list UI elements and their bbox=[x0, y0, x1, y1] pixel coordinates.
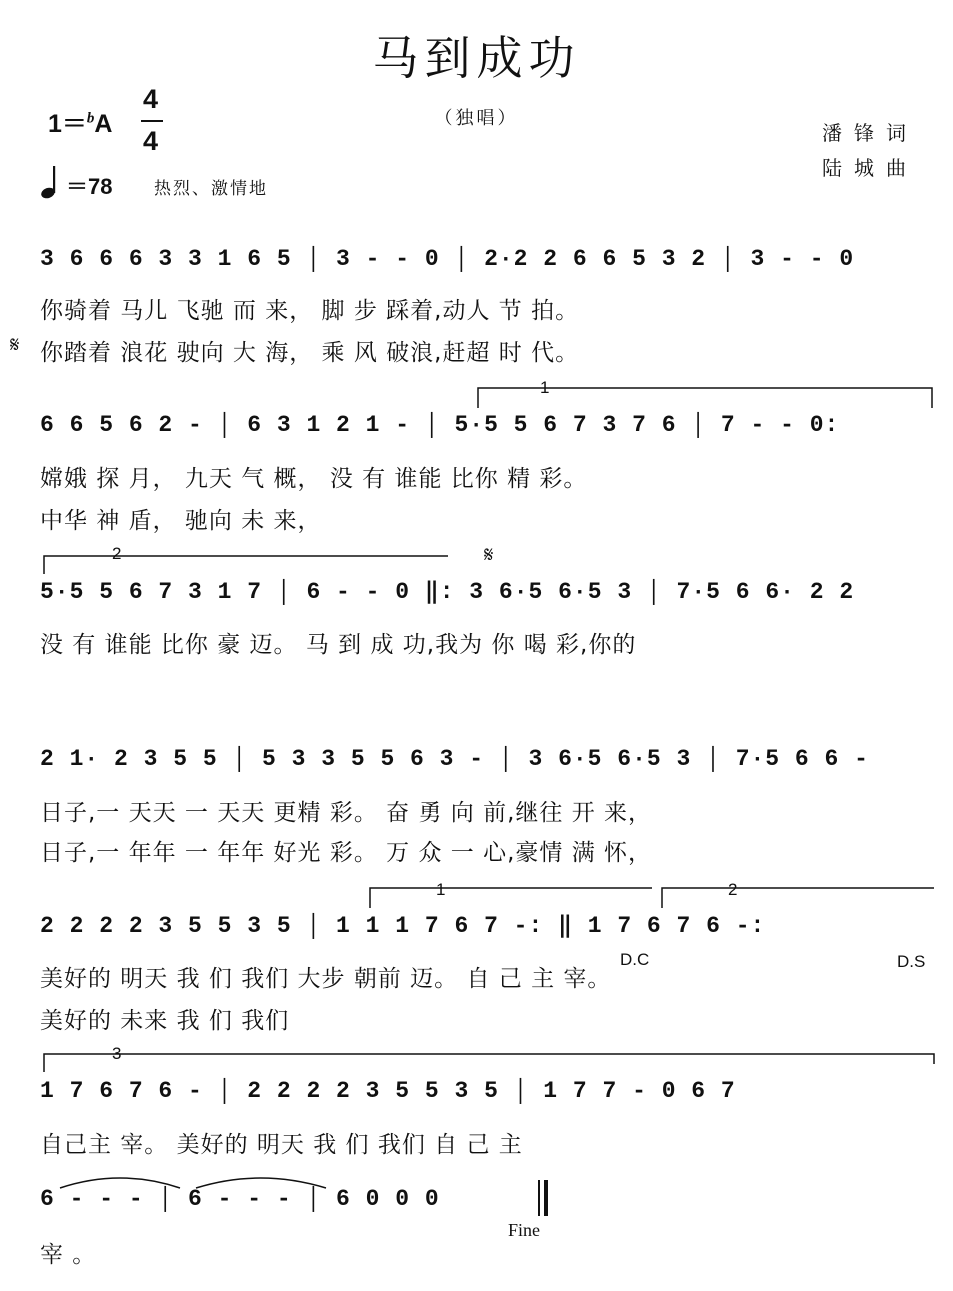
composer-credit: 陆城曲 bbox=[822, 156, 918, 180]
notation-row-5: 2 2 2 2 3 5 5 3 5 │ 1 1 1 7 6 7 -: ‖ 1 7 6 7 6 -: bbox=[40, 913, 766, 939]
lyric-row-5-verse-2: 美好的 未来 我 们 我们 bbox=[40, 1008, 290, 1034]
da-capo-mark: D.C bbox=[620, 950, 650, 969]
lyric-row-4-verse-2: 日子,一 年年 一 年年 好光 彩。 万 众 一 心,豪情 满 怀， bbox=[40, 840, 653, 866]
tempo-marking: ＝78 bbox=[66, 174, 113, 199]
lyric-row-2-verse-2: 中华 神 盾， 驰向 未 来， bbox=[40, 508, 322, 534]
dal-segno-mark: D.S bbox=[897, 952, 926, 971]
segno-icon: 𝄋 bbox=[484, 542, 494, 567]
notation-row-3: 5·5 5 6 7 3 1 7 │ 6 - - 0 ‖: 3 6·5 6·5 3 │ 7·5 6 6· 2 2 bbox=[40, 579, 855, 605]
volta-1-label: 1 bbox=[540, 378, 550, 397]
notation-row-1: 3 6 6 6 3 3 1 6 5 │ 3 - - 0 │ 2·2 2 6 6 5 3 2 │ 3 - - 0 bbox=[40, 246, 855, 272]
key-prefix: 1＝ bbox=[48, 110, 87, 138]
key-note: A bbox=[94, 110, 113, 138]
performance-type: （独唱） bbox=[434, 108, 519, 129]
volta-2-label: 2 bbox=[728, 880, 738, 899]
volta-1-label: 1 bbox=[436, 880, 446, 899]
volta-2-label: 2 bbox=[112, 544, 122, 563]
lyric-row-5-verse-1: 美好的 明天 我 们 我们 大步 朝前 迈。 自 己 主 宰。 bbox=[40, 966, 612, 992]
fine-mark: Fine bbox=[508, 1220, 541, 1240]
lyric-row-3-verse-1: 没 有 谁能 比你 豪 迈。 马 到 成 功,我为 你 喝 彩,你的 bbox=[40, 632, 637, 658]
time-signature-top: 4 bbox=[143, 84, 159, 114]
volta-3-label: 3 bbox=[112, 1044, 122, 1063]
page-title: 马到成功 bbox=[372, 31, 581, 85]
lyricist-credit: 潘锋词 bbox=[822, 121, 918, 145]
notation-row-6: 1 7 6 7 6 - │ 2 2 2 2 3 5 5 3 5 │ 1 7 7 - 0 6 7 bbox=[40, 1078, 736, 1104]
lyric-row-6-verse-1: 自己主 宰。 美好的 明天 我 们 我们 自 己 主 bbox=[40, 1132, 523, 1158]
segno-icon: 𝄋 bbox=[10, 332, 20, 357]
notation-row-4: 2 1· 2 3 5 5 │ 5 3 3 5 5 6 3 - │ 3 6·5 6·5 3 │ 7·5 6 6 - bbox=[40, 746, 869, 772]
lyric-row-1-verse-1: 你骑着 马儿 飞驰 而 来， 脚 步 踩着,动人 节 拍。 bbox=[40, 298, 580, 324]
expression-marking: 热烈、激情地 bbox=[154, 179, 268, 199]
lyric-row-2-verse-1: 嫦娥 探 月， 九天 气 概， 没 有 谁能 比你 精 彩。 bbox=[40, 466, 588, 492]
notation-row-2: 6 6 5 6 2 - │ 6 3 1 2 1 - │ 5·5 5 6 7 3 7 6 │ 7 - - 0: bbox=[40, 412, 840, 438]
time-signature-bottom: 4 bbox=[143, 126, 159, 156]
notation-row-7: 6 - - - │ 6 - - - │ 6 0 0 0 bbox=[40, 1186, 440, 1212]
flat-sign: b bbox=[86, 110, 95, 127]
lyric-row-1-verse-2: 你踏着 浪花 驶向 大 海， 乘 风 破浪,赶超 时 代。 bbox=[40, 340, 580, 366]
lyric-row-7-verse-1: 宰 。 bbox=[40, 1242, 97, 1268]
lyric-row-4-verse-1: 日子,一 天天 一 天天 更精 彩。 奋 勇 向 前,继往 开 来， bbox=[40, 800, 653, 826]
